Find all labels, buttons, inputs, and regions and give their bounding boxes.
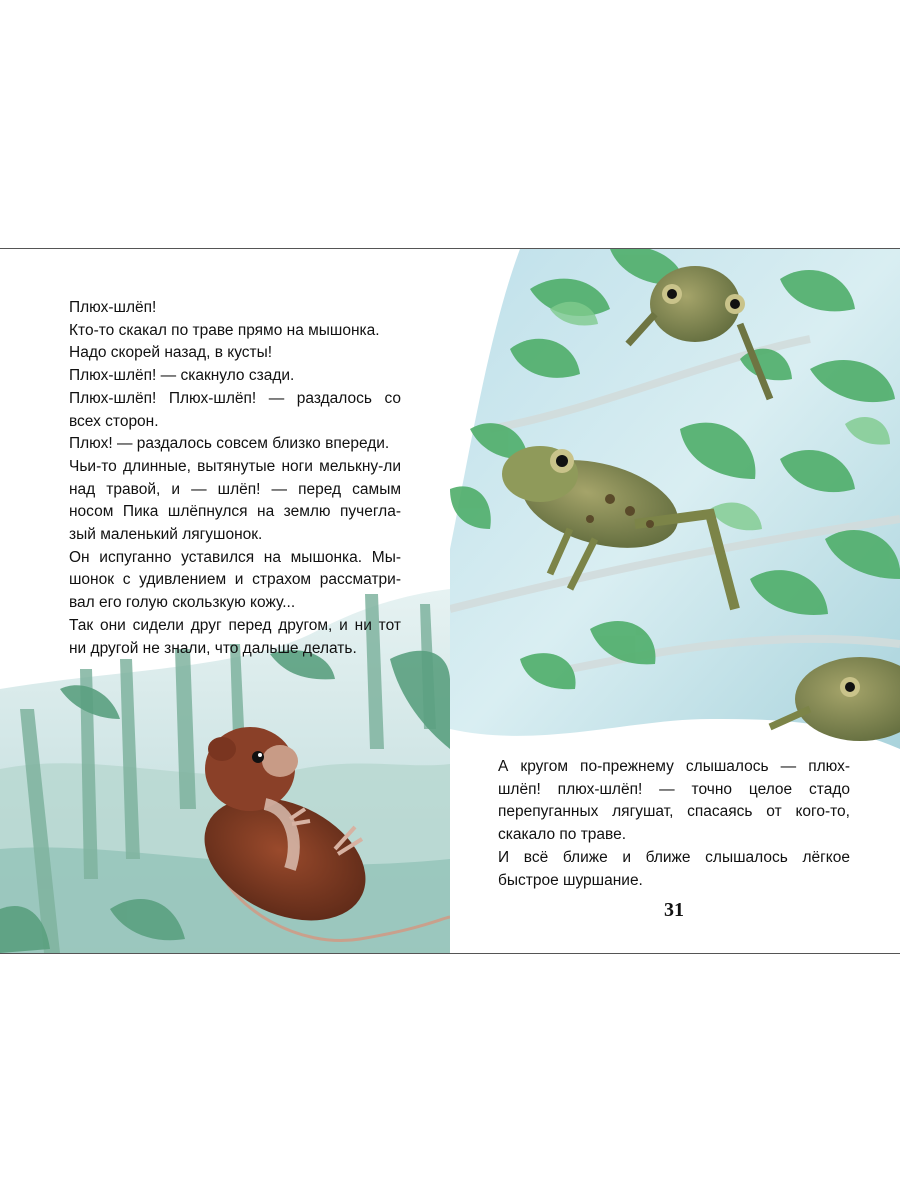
right-page-text bbox=[498, 756, 850, 892]
left-page bbox=[0, 249, 450, 953]
paragraph: Так они сидели друг перед другом, и ни тот ни другой не знали, что дальше делать. bbox=[69, 616, 401, 657]
paragraph: Кто-то скакал по траве прямо на мышонка. bbox=[69, 321, 380, 339]
paragraph: И всё ближе и ближе слышалось лёгкое быстрое шуршание. bbox=[498, 848, 850, 889]
left-page-text bbox=[69, 297, 401, 660]
paragraph: А кругом по-прежнему слышалось — плюх-шлёп! плюх-шлёп! — точно целое стадо перепуганных лягушат, спасаясь от кого-то, скакало по траве. bbox=[498, 758, 850, 844]
paragraph: Плюх! — раздалось совсем близко впереди. bbox=[69, 435, 390, 453]
paragraph: Плюх-шлёп! — скакнуло сзади. bbox=[69, 367, 295, 385]
paragraph: Он испуганно уставился на мышонка. Мы-шонок с удивлением и страхом рассматри-вал его голую скользкую кожу... bbox=[69, 548, 401, 612]
book-spread bbox=[0, 248, 900, 954]
paragraph: Чьи-то длинные, вытянутые ноги мелькну-ли над травой, и — шлёп! — перед самым носом Пика шлёпнулся на землю пучегла-зый маленький лягушонок. bbox=[69, 457, 401, 544]
paragraph: Плюх-шлёп! bbox=[69, 299, 157, 316]
paragraph: Плюх-шлёп! Плюх-шлёп! — раздалось со всех сторон. bbox=[69, 389, 401, 430]
right-page bbox=[450, 249, 900, 953]
paragraph: Надо скорей назад, в кусты! bbox=[69, 344, 273, 362]
page-number: 31 bbox=[664, 899, 684, 921]
